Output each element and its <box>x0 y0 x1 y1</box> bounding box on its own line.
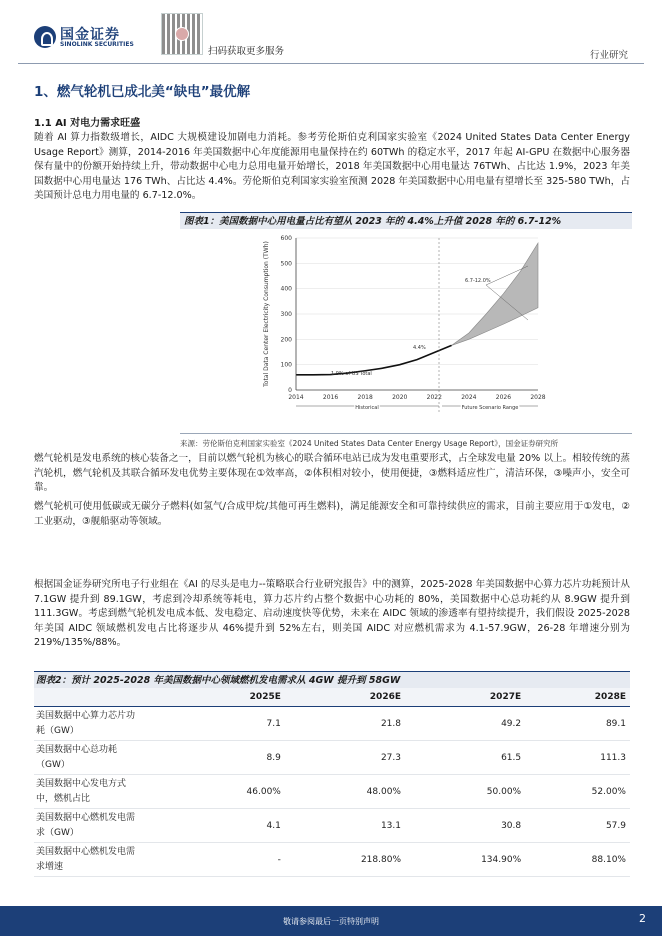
y-tick-label: 600 <box>280 235 292 242</box>
table-header-cell: 2028E <box>525 688 630 707</box>
row-label: 美国数据中心算力芯片功 耗（GW） <box>34 707 180 741</box>
y-tick-label: 300 <box>280 311 292 318</box>
x-tick-label: 2016 <box>322 394 339 401</box>
table-cell: 8.9 <box>180 741 285 775</box>
table-header-cell: 2027E <box>405 688 525 707</box>
y-axis-label: Total Data Center Electricity Consumption (TWh) <box>263 241 270 387</box>
table-cell: 218.80% <box>285 843 405 877</box>
x-tick-label: 2014 <box>288 394 304 401</box>
annotation-2018: 1.9% of US Total <box>331 371 372 377</box>
paragraph-2: 燃气轮机是发电系统的核心装备之一，目前以燃气轮机为核心的联合循环电站已成为发电重要形式，占全球发电量 20% 以上。相较传统的蒸汽轮机，燃气轮机及其联合循环发电优势主要体现在①效率高，②体积相对较小，使用便捷，③燃料适应性广，清洁环保，③噪声小，安全可靠。 <box>34 453 630 494</box>
table-cell: 50.00% <box>405 775 525 809</box>
table-cell: 13.1 <box>285 809 405 843</box>
table-header-cell: 2025E <box>180 688 285 707</box>
table-header-row <box>34 688 630 707</box>
report-category: 行业研究 <box>589 50 628 61</box>
annotation-2028: 6.7-12.0% <box>465 278 491 284</box>
qr-caption: 扫码获取更多服务 <box>208 46 285 57</box>
table-cell: 46.00% <box>180 775 285 809</box>
figure-1-title: 图表1：美国数据中心用电量占比有望从 2023 年的 4.4%上升值 2028 年的 6.7-12% <box>180 212 632 229</box>
row-label: 美国数据中心燃机发电需 求（GW） <box>34 809 180 843</box>
y-tick-label: 500 <box>280 260 292 268</box>
table-row <box>34 775 630 809</box>
footer-disclaimer[interactable]: 敬请参阅最后一页特别声明 <box>283 917 379 926</box>
y-tick-label: 100 <box>280 361 292 369</box>
y-tick-label: 200 <box>280 336 292 344</box>
x-tick-label: 2026 <box>495 394 512 401</box>
figure-1-source: 来源：劳伦斯伯克利国家实验室《2024 United States Data Center Energy Usage Report》，国金证券研究所 <box>180 439 559 448</box>
future-label: Future Scenario Range <box>461 405 519 411</box>
page-number: 2 <box>639 912 646 925</box>
table-cell: 61.5 <box>405 741 525 775</box>
row-label: 美国数据中心燃机发电需 求增速 <box>34 843 180 877</box>
table-cell: 57.9 <box>525 809 630 843</box>
row-label: 美国数据中心总功耗 （GW） <box>34 741 180 775</box>
table-row <box>34 741 630 775</box>
x-tick-label: 2020 <box>392 394 408 401</box>
table-cell: 49.2 <box>405 707 525 741</box>
historical-label: Historical <box>355 405 379 411</box>
table-cell: 88.10% <box>525 843 630 877</box>
logo-en: SINOLINK SECURITIES <box>60 41 134 48</box>
historical-line <box>296 345 452 374</box>
table-cell: 89.1 <box>525 707 630 741</box>
y-tick-label: 0 <box>288 387 292 394</box>
x-tick-label: 2024 <box>461 394 477 401</box>
table-2 <box>34 688 630 877</box>
x-tick-label: 2022 <box>426 394 442 401</box>
logo-mark-icon <box>34 26 56 48</box>
table-cell: 52.00% <box>525 775 630 809</box>
table-row <box>34 707 630 741</box>
table-cell: - <box>180 843 285 877</box>
y-tick-label: 400 <box>280 285 292 293</box>
x-tick-label: 2018 <box>357 394 373 401</box>
figure-1-chart <box>256 230 556 430</box>
table-cell: 30.8 <box>405 809 525 843</box>
table-cell: 7.1 <box>180 707 285 741</box>
table-cell: 134.90% <box>405 843 525 877</box>
table-cell: 27.3 <box>285 741 405 775</box>
x-tick-label: 2028 <box>530 394 546 401</box>
table-row <box>34 843 630 877</box>
figure-1-bottom-rule <box>180 433 632 434</box>
annotation-2023: 4.4% <box>413 345 426 351</box>
header-divider <box>18 63 644 64</box>
table-cell: 4.1 <box>180 809 285 843</box>
table-row <box>34 809 630 843</box>
future-range-area <box>452 243 538 345</box>
qr-logo-icon <box>175 27 189 41</box>
paragraph-4: 根据国金证券研究所电子行业组在《AI 的尽头是电力--策略联合行业研究报告》中的测算，2025-2028 年美国数据中心算力芯片功耗预计从 7.1GW 提升到 89.1GW，考虑到冷却系统等耗电，算力芯片约占整个数据中心功耗的 80%，美国数据中心总功耗约从 8.9GW 提升到 111.3GW。考虑到燃气轮机发电成本低、发电稳定、启动速度快等优势，未来在 AIDC 领域的渗透率有望持续提升，我们假设 2025-2028 年美国 AIDC 领域燃机发电占比将逐步从 46%提升到 52%左右，则美国 AIDC 对应燃机需求为 4.1-57.9GW，26-28 年增速分别为 219%/135%/88%。 <box>34 579 630 649</box>
table-header-cell <box>34 688 180 707</box>
table-cell: 48.00% <box>285 775 405 809</box>
table-header-cell: 2026E <box>285 688 405 707</box>
table-cell: 111.3 <box>525 741 630 775</box>
table-2-title: 图表2：预计 2025-2028 年美国数据中心领域燃机发电需求从 4GW 提升到 58GW <box>34 671 630 688</box>
paragraph-1: 随着 AI 算力指数级增长，AIDC 大规模建设加剧电力消耗。参考劳伦斯伯克利国家实验室《2024 United States Data Center Energy Usage Report》测算，2014-2016 年美国数据中心年度能源用电量保持在约 60TWh 的稳定水平，2017 年起 AI-GPU 在数据中心服务器保有量中的份额开始持续上升，带动数据中心电力总用电量开始增长，2018 年美国数据中心用电量达 76TWh、占比达 1.9%，2023 年美国数据中心用电量达 176 TWh、占比达 4.4%。劳伦斯伯克利国家实验室预测 2028 年美国数据中心用电量有望增长至 325-580 TWh，占美国预计总电力用电量的 6.7-12.0%。 <box>34 132 630 202</box>
table-cell: 21.8 <box>285 707 405 741</box>
section-subtitle: 1.1 AI 对电力需求旺盛 <box>34 118 141 129</box>
paragraph-3: 燃气轮机可使用低碳或无碳分子燃料(如氢气/合成甲烷/其他可再生燃料)，满足能源安全和可靠持续供应的需求，目前主要应用于①发电，②工业驱动，③舰船驱动等领域。 <box>34 501 630 527</box>
row-label: 美国数据中心发电方式 中，燃机占比 <box>34 775 180 809</box>
section-title: 1、燃气轮机已成北美“缺电”最优解 <box>34 84 251 100</box>
logo-cn: 国金证券 <box>60 27 120 43</box>
